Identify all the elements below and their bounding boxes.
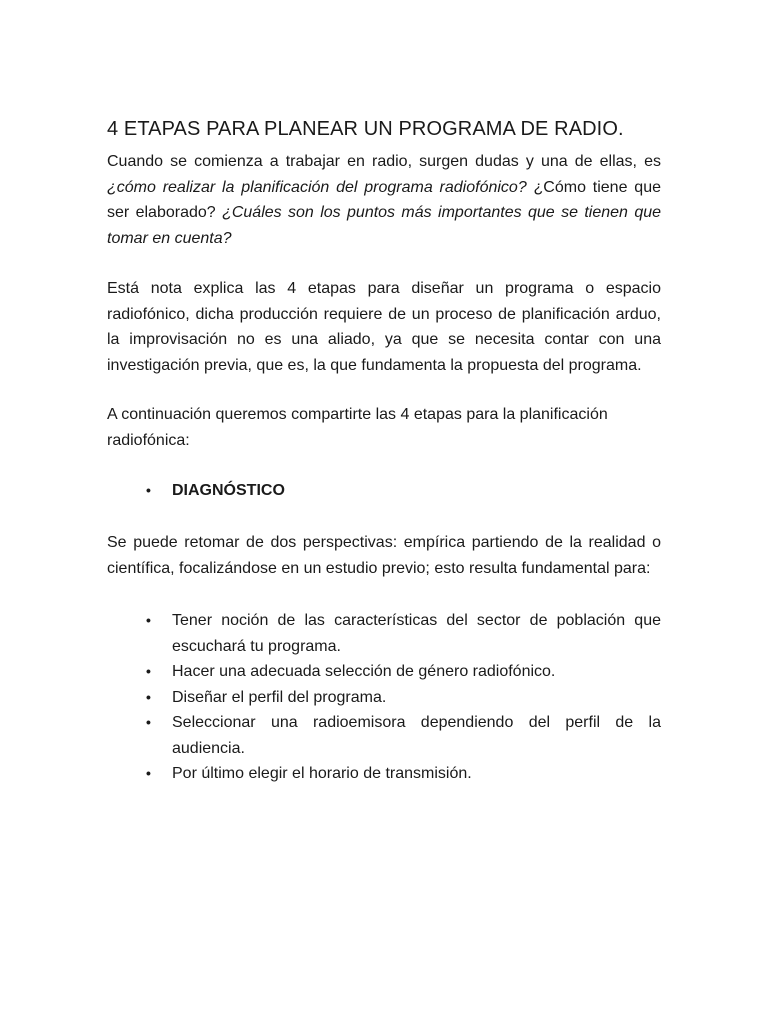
document-title: 4 ETAPAS PARA PLANEAR UN PROGRAMA DE RADIO. <box>107 118 624 140</box>
list-item-text: Diseñar el perfil del programa. <box>172 688 387 706</box>
list-item <box>107 659 661 685</box>
list-item-text: Seleccionar una radioemisora dependiendo del perfil de la audiencia. <box>172 714 661 757</box>
continuation-paragraph: A continuación queremos compartirte las 4 etapas para la planificación radiofónica: <box>107 406 608 449</box>
document-page <box>107 115 661 787</box>
list-item <box>107 685 661 711</box>
intro-paragraph <box>107 149 661 251</box>
perspectives-paragraph: Se puede retomar de dos perspectivas: empírica partiendo de la realidad o científica, focalizándose en un estudio previo; esto resulta fundamental para: <box>107 534 661 577</box>
bullet-icon: • <box>146 482 151 498</box>
note-paragraph: Está nota explica las 4 etapas para diseñar un programa o espacio radiofónico, dicha producción requiere de un proceso de planificación arduo, la improvisación no es una aliado, ya que se necesita contar con una investigación previa, que es, la que fundamenta la propuesta del programa. <box>107 280 661 374</box>
section-heading-list <box>107 478 661 503</box>
section-heading-label: DIAGNÓSTICO <box>172 482 285 499</box>
intro-text-2: ¿Cómo tiene que ser elaborado? <box>107 178 661 221</box>
list-item <box>107 761 661 787</box>
bullet-icon: • <box>146 612 151 628</box>
list-item-text: Tener noción de las características del sector de población que escuchará tu programa. <box>172 612 661 655</box>
bullet-icon: • <box>146 765 151 781</box>
bullet-icon: • <box>146 688 151 705</box>
intro-question-2: ¿Cuáles son los puntos más importantes que se tienen que tomar en cuenta? <box>107 204 662 247</box>
intro-text-1: Cuando se comienza a trabajar en radio, surgen dudas y una de ellas, es <box>107 153 661 170</box>
bullet-list <box>107 608 661 787</box>
bullet-icon: • <box>146 663 151 679</box>
intro-question-1: ¿cómo realizar la planificación del programa radiofónico? <box>107 178 527 196</box>
list-item <box>107 710 661 761</box>
list-item-text: Hacer una adecuada selección de género radiofónico. <box>172 663 556 680</box>
list-item-text: Por último elegir el horario de transmisión. <box>172 765 472 782</box>
list-item <box>107 608 661 659</box>
section-heading-diagnostico <box>107 478 661 503</box>
bullet-icon: • <box>146 714 151 730</box>
